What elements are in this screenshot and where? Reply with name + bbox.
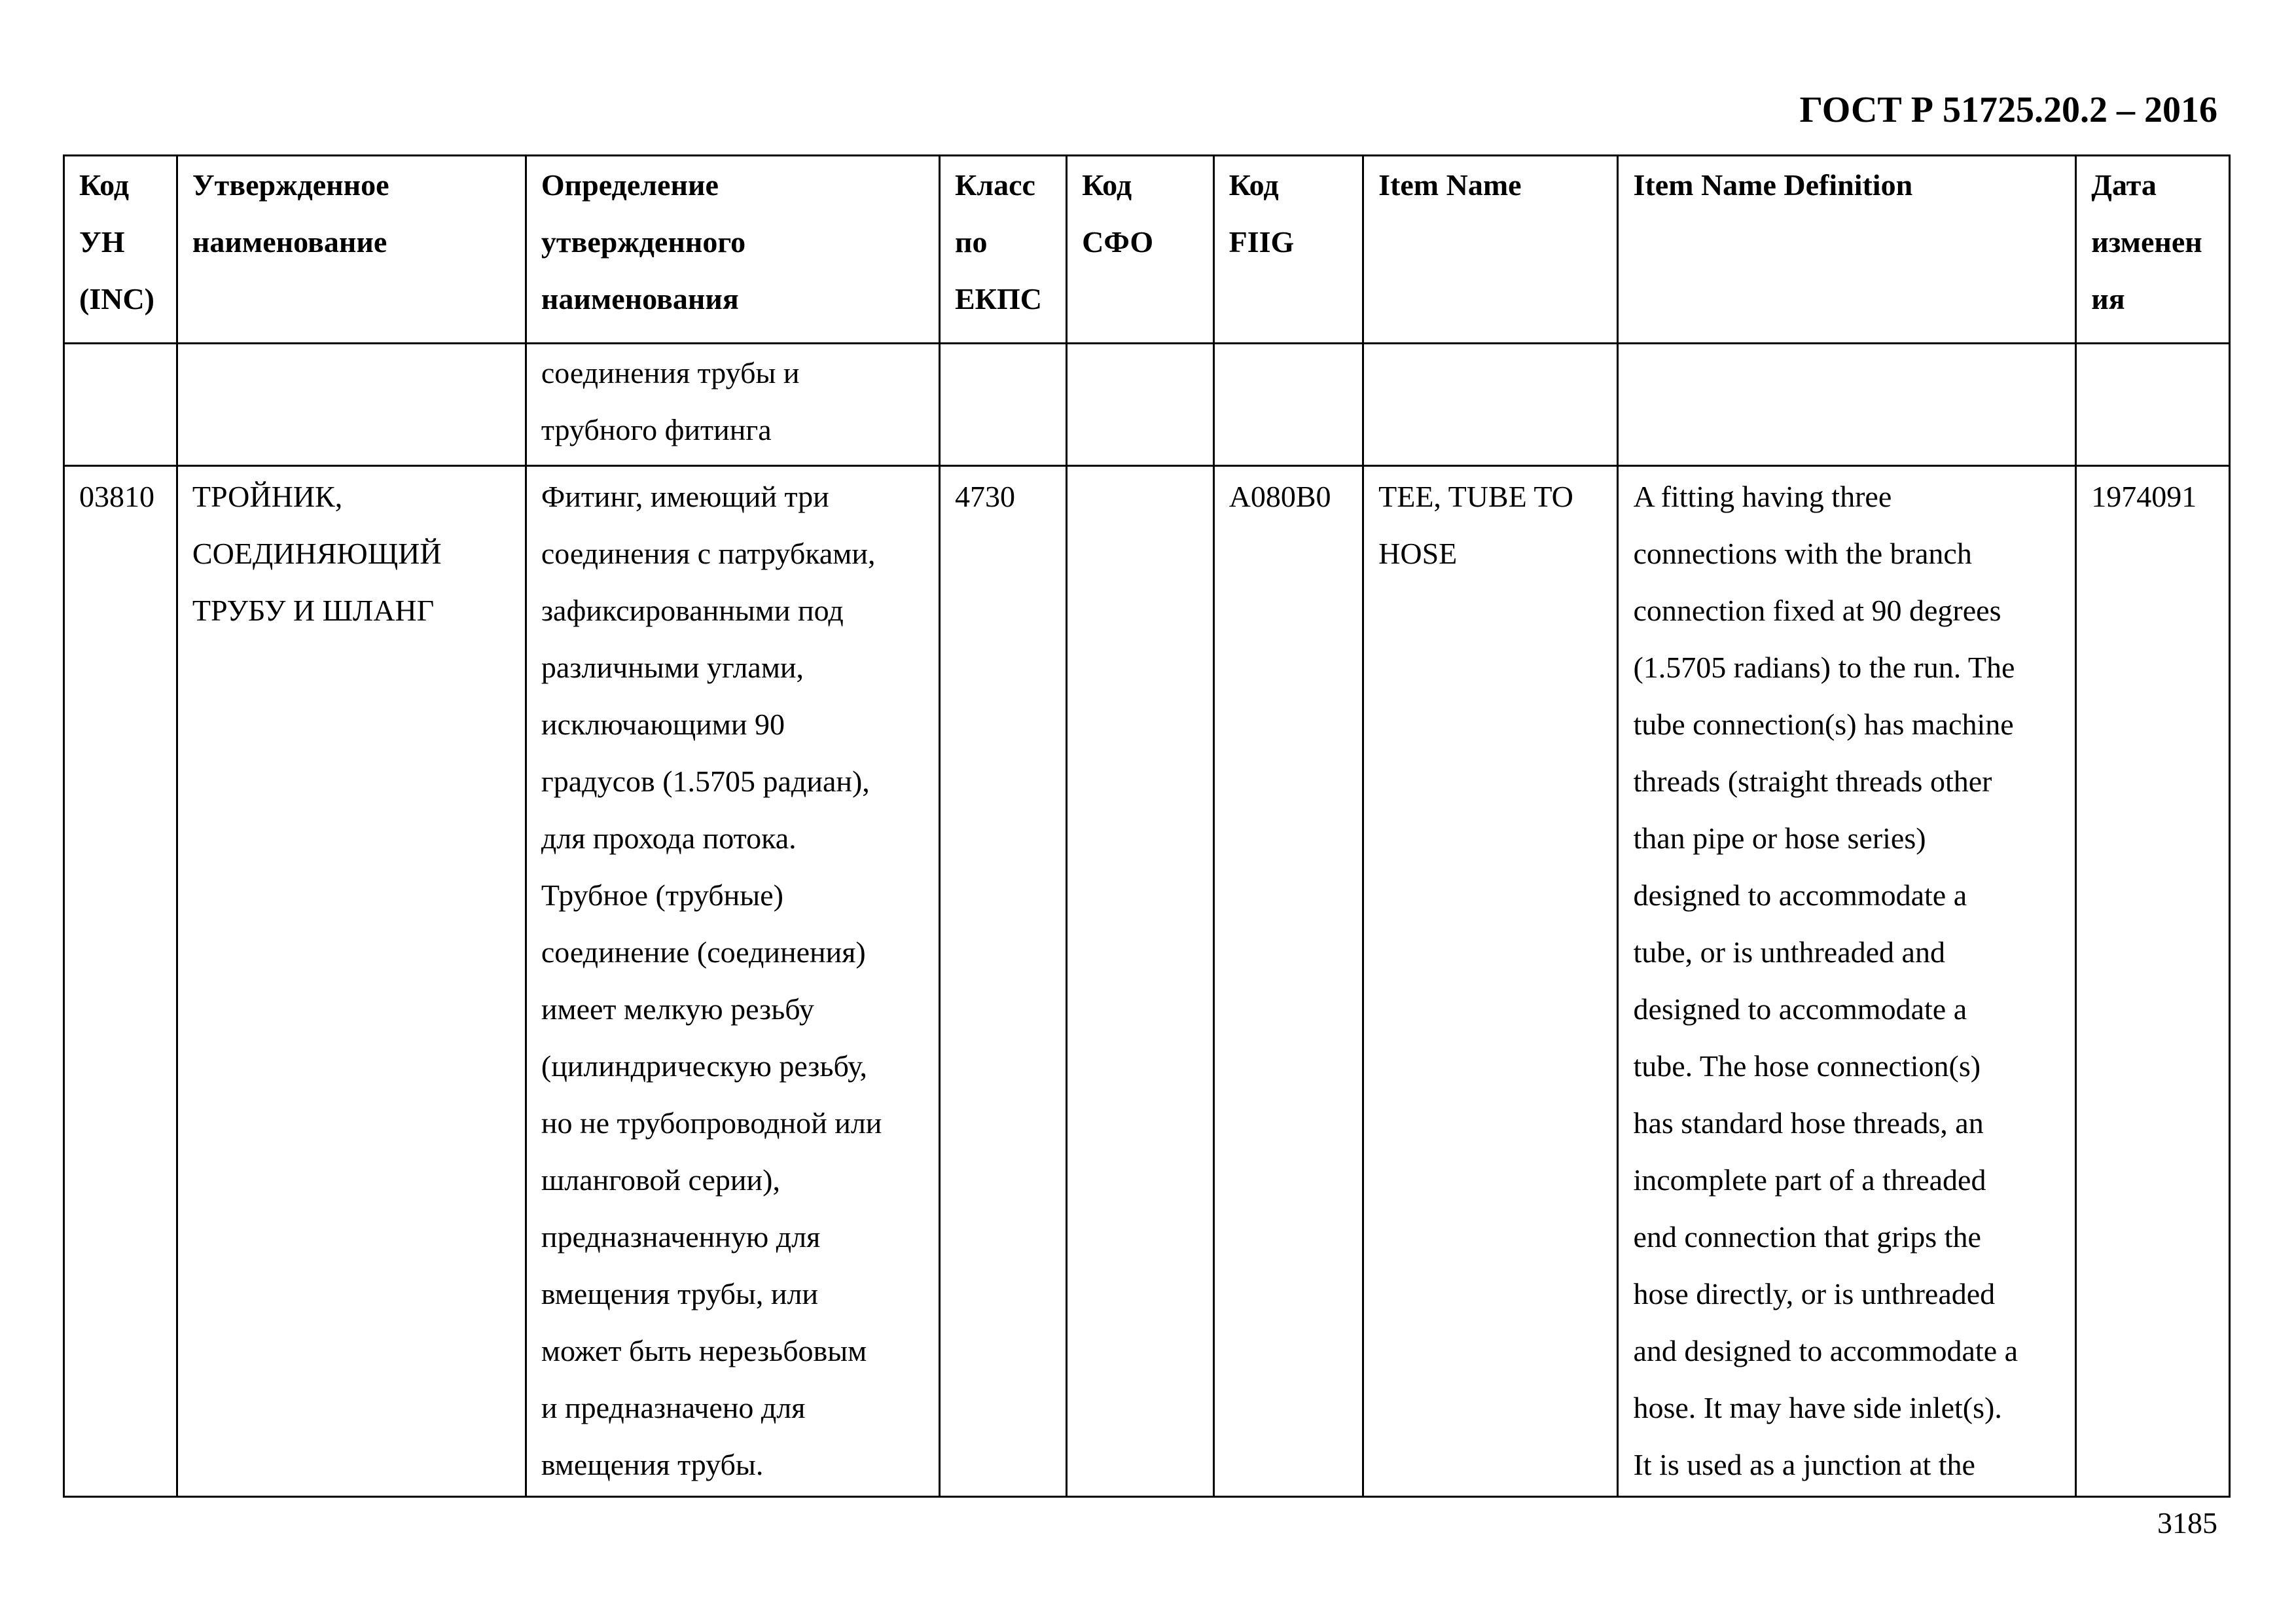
text-line: Item Name Definition — [1633, 168, 1913, 202]
text-line: наименование — [192, 225, 387, 259]
text-line: для прохода потока. — [541, 821, 797, 855]
text-line: (1.5705 radians) to the run. The — [1633, 651, 2015, 684]
header-item-name-definition — [1618, 156, 2076, 344]
cell-fiig-code — [1213, 344, 1363, 466]
text-line: утвержденного — [541, 225, 746, 259]
text-line: зафиксированными под — [541, 594, 844, 627]
header-approved-name — [177, 156, 526, 344]
text-line: tube, or is unthreaded and — [1633, 935, 1945, 969]
text-line: designed to accommodate a — [1633, 878, 1967, 912]
text-line: Трубное (трубные) — [541, 878, 783, 912]
text-line: Код — [79, 168, 130, 202]
text-line: но не трубопроводной или — [541, 1106, 882, 1140]
text-line: Дата — [2091, 168, 2157, 202]
text-line: TEE, TUBE TO — [1378, 480, 1573, 513]
text-line: исключающими 90 — [541, 708, 785, 741]
text-line: It is used as a junction at the — [1633, 1448, 1975, 1481]
header-definition — [526, 156, 939, 344]
text-line: и предназначено для — [541, 1391, 806, 1424]
cell-sfo-code — [1067, 344, 1214, 466]
header-inc-lines — [79, 156, 168, 327]
header-sfo-code-lines — [1082, 156, 1205, 270]
class-ekps-value: 4730 — [954, 480, 1015, 513]
header-item-name-definition-lines — [1633, 156, 2067, 213]
text-line: HOSE — [1378, 537, 1458, 570]
text-line: has standard hose threads, an — [1633, 1106, 1984, 1140]
text-line: соединение (соединения) — [541, 935, 866, 969]
cell-sfo-code — [1067, 466, 1214, 1497]
cell-inc — [64, 344, 177, 466]
text-line: and designed to accommodate a — [1633, 1334, 2018, 1367]
cell-item-name — [1363, 466, 1618, 1497]
header-fiig-code-lines — [1229, 156, 1355, 270]
text-line: tube connection(s) has machine — [1633, 708, 2014, 741]
cell-approved-name — [177, 466, 526, 1497]
text-line: ТРУБУ И ШЛАНГ — [192, 594, 435, 627]
text-line: СОЕДИНЯЮЩИЙ — [192, 537, 442, 570]
table-header-row — [64, 156, 2230, 344]
text-line: трубного фитинга — [541, 413, 772, 446]
cell-change-date — [2076, 344, 2230, 466]
cell-fiig-code — [1213, 466, 1363, 1497]
definition-ru-lines — [541, 344, 931, 458]
text-line: FIIG — [1229, 225, 1295, 259]
header-approved-name-lines — [192, 156, 517, 270]
item-name-lines — [1378, 467, 1609, 582]
cell-inc — [64, 466, 177, 1497]
cell-item-name-definition — [1618, 344, 2076, 466]
cell-approved-name — [177, 344, 526, 466]
text-line: (INC) — [79, 282, 154, 316]
definition-ru-lines — [541, 467, 931, 1493]
header-fiig-code — [1213, 156, 1363, 344]
cell-class-ekps — [939, 466, 1066, 1497]
text-line: Item Name — [1378, 168, 1522, 202]
text-line: Фитинг, имеющий три — [541, 480, 829, 513]
text-line: than pipe or hose series) — [1633, 821, 1926, 855]
text-line: соединения с патрубками, — [541, 537, 876, 570]
text-line: градусов (1.5705 радиан), — [541, 765, 870, 798]
inc-code: 03810 — [79, 480, 154, 513]
text-line: Утвержденное — [192, 168, 389, 202]
table-row-continuation — [64, 344, 2230, 466]
text-line: connections with the branch — [1633, 537, 1972, 570]
text-line: шланговой серии), — [541, 1163, 780, 1197]
nomenclature-table — [63, 154, 2231, 1498]
text-line: connection fixed at 90 degrees — [1633, 594, 2001, 627]
text-line: ТРОЙНИК, — [192, 480, 343, 513]
text-line: соединения трубы и — [541, 356, 800, 389]
document-standard-header: ГОСТ Р 51725.20.2 – 2016 — [1799, 90, 2217, 130]
text-line: может быть нерезьбовым — [541, 1334, 867, 1367]
text-line: (цилиндрическую резьбу, — [541, 1049, 867, 1083]
text-line: A fitting having three — [1633, 480, 1892, 513]
page-number: 3185 — [2157, 1506, 2217, 1540]
text-line: предназначенную для — [541, 1220, 821, 1254]
text-line: Код — [1229, 168, 1279, 202]
cell-definition-ru — [526, 344, 939, 466]
text-line: наименования — [541, 282, 739, 316]
text-line: изменен — [2091, 225, 2202, 259]
approved-name-lines — [192, 467, 517, 639]
fiig-code-value: A080B0 — [1229, 480, 1331, 513]
text-line: СФО — [1082, 225, 1154, 259]
text-line: ия — [2091, 282, 2125, 316]
change-date-value: 1974091 — [2091, 480, 2197, 513]
text-line: ЕКПС — [954, 282, 1042, 316]
item-name-definition-lines — [1633, 467, 2067, 1493]
text-line: различными углами, — [541, 651, 804, 684]
header-change-date — [2076, 156, 2230, 344]
text-line: имеет мелкую резьбу — [541, 992, 814, 1026]
text-line: hose directly, or is unthreaded — [1633, 1277, 1996, 1310]
header-item-name — [1363, 156, 1618, 344]
text-line: threads (straight threads other — [1633, 765, 1992, 798]
header-sfo-code — [1067, 156, 1214, 344]
cell-change-date — [2076, 466, 2230, 1497]
text-line: incomplete part of a threaded — [1633, 1163, 1986, 1197]
cell-item-name — [1363, 344, 1618, 466]
table-row — [64, 466, 2230, 1497]
text-line: hose. It may have side inlet(s). — [1633, 1391, 2002, 1424]
text-line: designed to accommodate a — [1633, 992, 1967, 1026]
text-line: Определение — [541, 168, 719, 202]
header-change-date-lines — [2091, 156, 2221, 327]
cell-definition-ru — [526, 466, 939, 1497]
text-line: по — [954, 225, 988, 259]
header-class-ekps-lines — [955, 156, 1058, 327]
text-line: вмещения трубы. — [541, 1448, 764, 1481]
text-line: tube. The hose connection(s) — [1633, 1049, 1981, 1083]
text-line: end connection that grips the — [1633, 1220, 1981, 1254]
text-line: УН — [79, 225, 125, 259]
cell-item-name-definition — [1618, 466, 2076, 1497]
header-inc — [64, 156, 177, 344]
cell-class-ekps — [939, 344, 1066, 466]
text-line: вмещения трубы, или — [541, 1277, 819, 1310]
header-item-name-lines — [1378, 156, 1609, 213]
header-definition-lines — [541, 156, 931, 327]
text-line: Код — [1082, 168, 1132, 202]
text-line: Класс — [954, 168, 1035, 202]
header-class-ekps — [939, 156, 1066, 344]
